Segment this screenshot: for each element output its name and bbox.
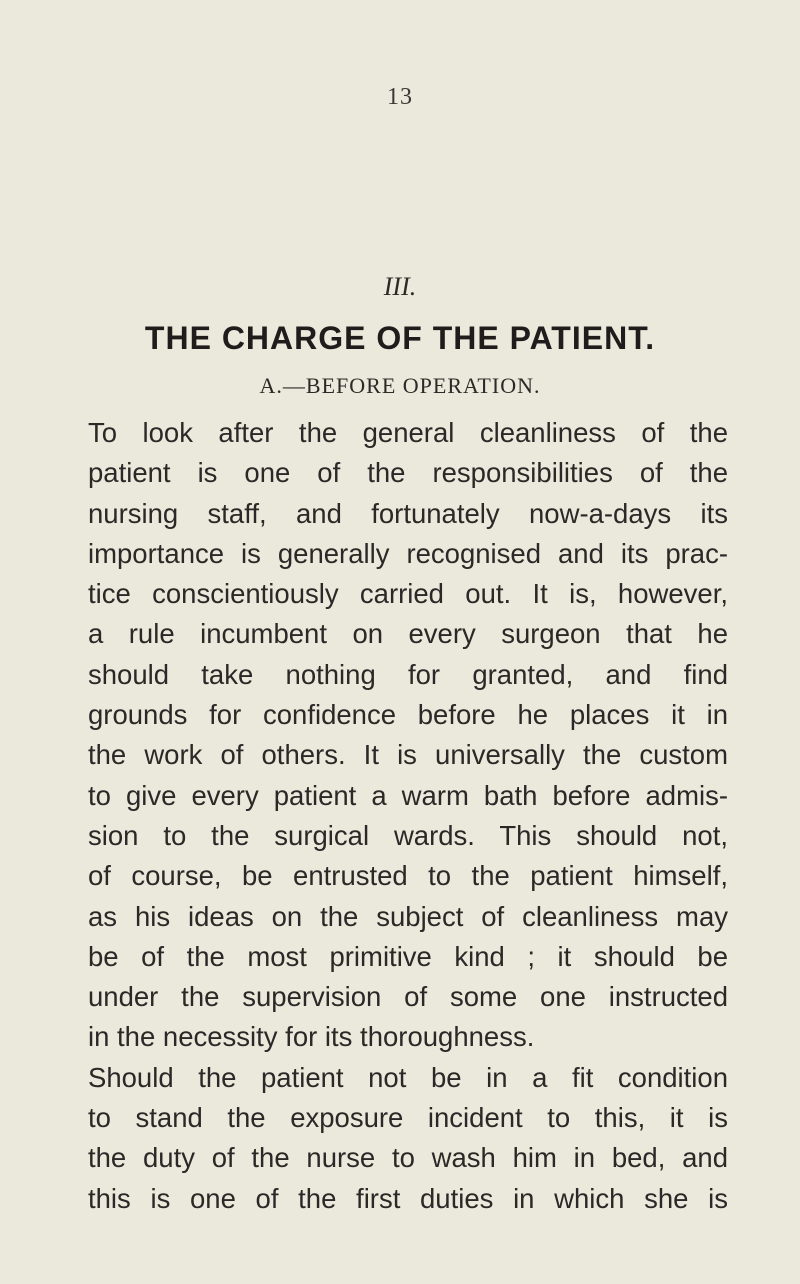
- text-line: should take nothing for granted, and find: [88, 658, 728, 690]
- text-line: Should the patient not be in a fit condition: [88, 1061, 728, 1093]
- text-line: in the necessity for its thoroughness.: [88, 1021, 535, 1053]
- text-line: nursing staff, and fortunately now-a-days its: [88, 497, 728, 529]
- chapter-title: THE CHARGE OF THE PATIENT.: [144, 320, 656, 356]
- text-line: tice conscientiously carried out. It is, however,: [88, 578, 728, 610]
- text-line: to stand the exposure incident to this, it is: [88, 1102, 728, 1134]
- text-line: of course, be entrusted to the patient himself,: [88, 860, 728, 892]
- text-line: importance is generally recognised and its prac-: [88, 537, 728, 569]
- section-heading: A.—BEFORE OPERATION.: [259, 373, 541, 398]
- text-line: the duty of the nurse to wash him in bed, and: [88, 1142, 728, 1174]
- text-line: as his ideas on the subject of cleanliness may: [88, 900, 728, 932]
- text-line: under the supervision of some one instructed: [88, 981, 728, 1013]
- page-number: 13: [387, 84, 413, 110]
- text-line: to give every patient a warm bath before admis-: [88, 779, 728, 811]
- text-line: grounds for confidence before he places it in: [88, 699, 728, 731]
- text-line: sion to the surgical wards. This should not,: [88, 819, 728, 851]
- text-line: be of the most primitive kind ; it should be: [88, 940, 728, 972]
- text-line: the work of others. It is universally the custom: [88, 739, 728, 771]
- text-line: patient is one of the responsibilities of the: [88, 457, 728, 489]
- chapter-numeral: III.: [383, 272, 417, 301]
- text-line: this is one of the first duties in which she is: [88, 1182, 728, 1214]
- text-line: To look after the general cleanliness of the: [88, 417, 728, 448]
- body-text: [88, 413, 728, 1219]
- text-line: a rule incumbent on every surgeon that he: [88, 618, 728, 650]
